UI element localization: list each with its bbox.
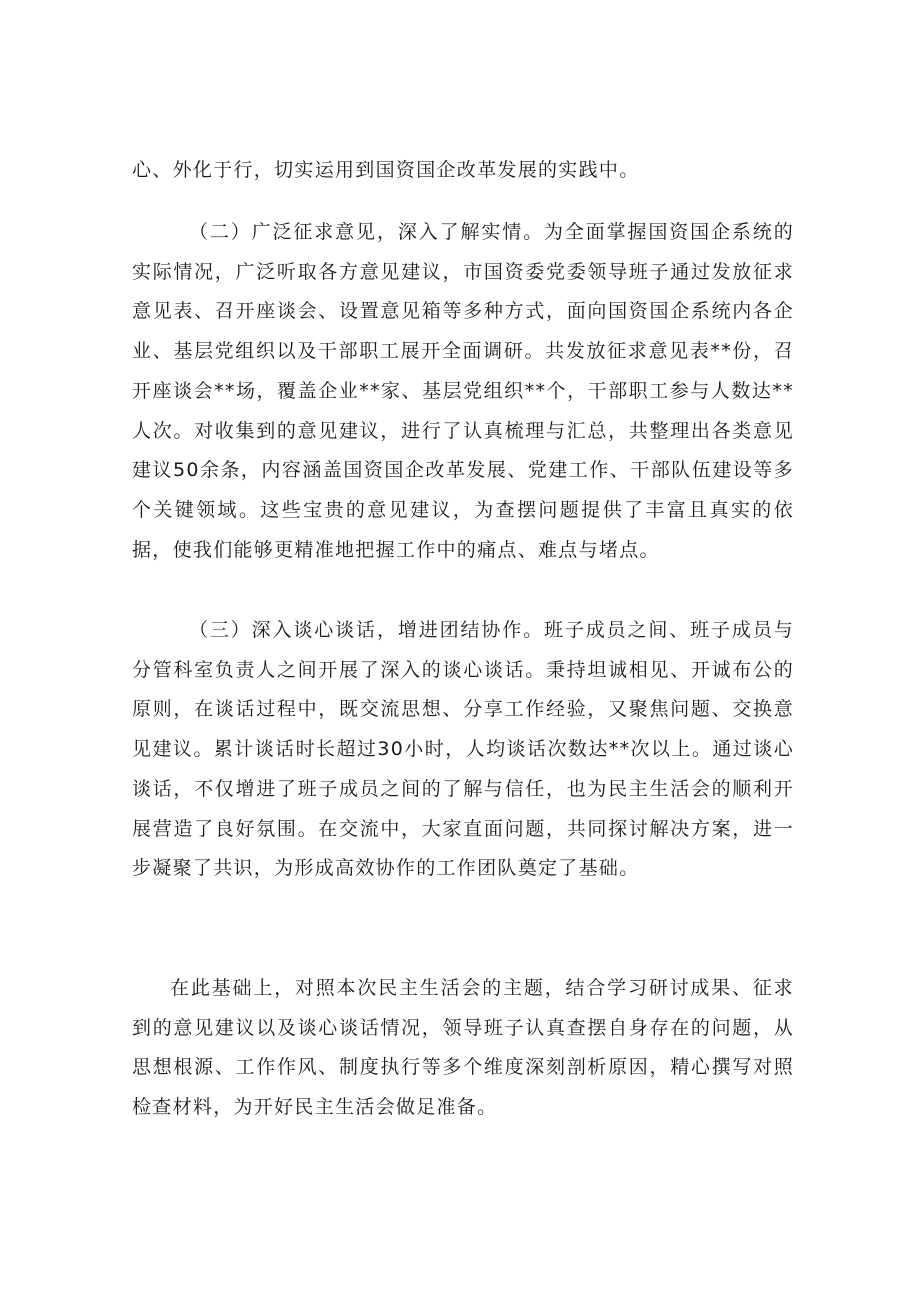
paragraph-section-3-heart-to-heart-talks: （三）深入谈心谈话，增进团结协作。班子成员之间、班子成员与分管科室负责人之间开展了深入的谈心谈话。秉持坦诚相见、开诚布公的原则，在谈话过程中，既交流思想、分享工作经验，又聚焦问题、交换意见建议。累计谈话时长超过30小时，人均谈话次数达**次以上。通过谈心谈话，不仅增进了班子成员之间的了解与信任，也为民主生活会的顺利开展营造了良好氛围。在交流中，大家直面问题，共同探讨解决方案，进一步凝聚了共识，为形成高效协作的工作团队奠定了基础。 bbox=[132, 619, 794, 880]
paragraph-summary: 在此基础上，对照本次民主生活会的主题，结合学习研讨成果、征求到的意见建议以及谈心谈话情况，领导班子认真查摆自身存在的问题，从思想根源、工作作风、制度执行等多个维度深刻剖析原因，精心撰写对照检查材料，为开好民主生活会做足准备。 bbox=[132, 977, 794, 1119]
paragraph-section-2-solicit-opinions: （二）广泛征求意见，深入了解实情。为全面掌握国资国企系统的实际情况，广泛听取各方意见建议，市国资委党委领导班子通过发放征求意见表、召开座谈会、设置意见箱等多种方式，面向国资国企系统内各企业、基层党组织以及干部职工展开全面调研。共发放征求意见表**份，召开座谈会**场，覆盖企业**家、基层党组织**个，干部职工参与人数达**人次。对收集到的意见建议，进行了认真梳理与汇总，共整理出各类意见建议50余条，内容涵盖国资国企改革发展、党建工作、干部队伍建设等多个关键领域。这些宝贵的意见建议，为查摆问题提供了丰富且真实的依据，使我们能够更精准地把握工作中的痛点、难点与堵点。 bbox=[132, 221, 794, 561]
paragraph-continuation: 心、外化于行，切实运用到国资国企改革发展的实践中。 bbox=[132, 159, 640, 181]
